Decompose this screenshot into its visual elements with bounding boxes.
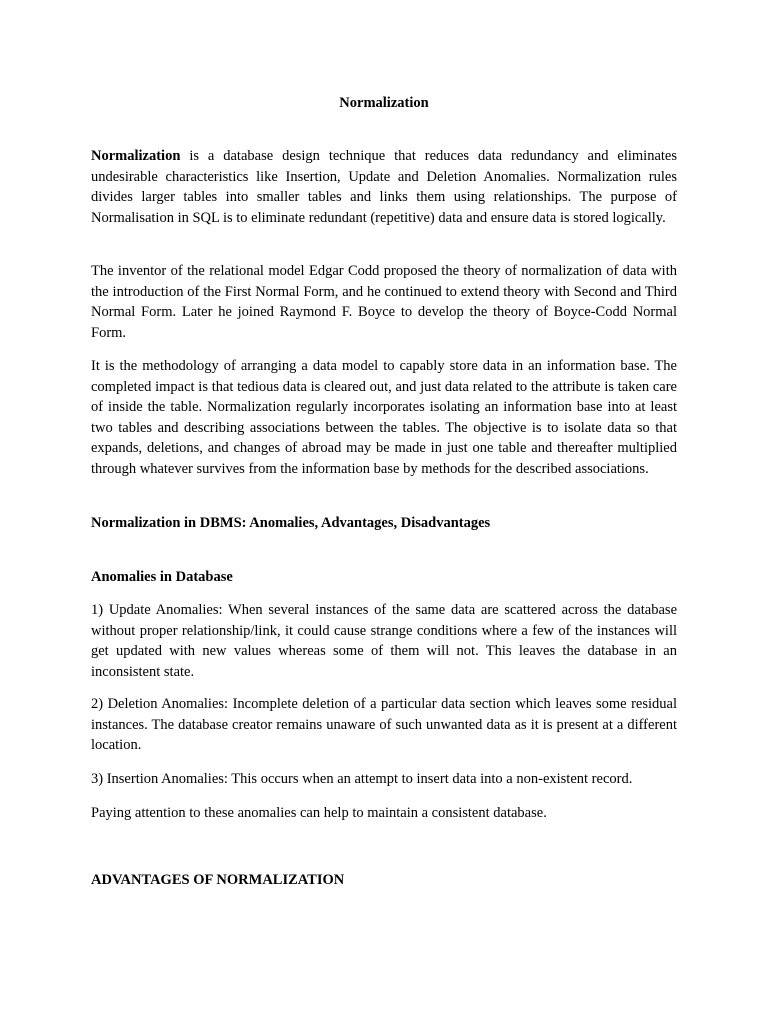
document-title: Normalization	[339, 95, 429, 111]
anomaly-deletion: 2) Deletion Anomalies: Incomplete deletion of a particular data section which leaves some residual instances. The database creator remains unaware of such unwanted data as it is present at a different location.	[91, 696, 677, 754]
closing-paragraph: Paying attention to these anomalies can help to maintain a consistent database.	[91, 805, 547, 821]
intro-paragraph	[91, 146, 677, 228]
anomaly-insertion: 3) Insertion Anomalies: This occurs when an attempt to insert data into a non-existent record.	[91, 771, 633, 787]
paragraph-codd: The inventor of the relational model Edgar Codd proposed the theory of normalization of data with the introduction of the First Normal Form, and he continued to extend theory with Second and Third Normal Form. Later he joined Raymond F. Boyce to develop the theory of Boyce-Codd Normal Form.	[91, 263, 677, 341]
heading-advantages: ADVANTAGES OF NORMALIZATION	[91, 872, 345, 888]
anomaly-update: 1) Update Anomalies: When several instances of the same data are scattered across the database without proper relationship/link, it could cause strange conditions where a few of the instances will get updated with new values whereas some of them will not. This leaves the database in an inconsistent state.	[91, 602, 677, 680]
paragraph-methodology: It is the methodology of arranging a data model to capably store data in an information base. The completed impact is that tedious data is cleared out, and just data related to the attribute is taken care of inside the table. Normalization regularly incorporates isolating an information base into at least two tables and describing associations between the tables. The objective is to isolate data so that expands, deletions, and changes of abroad may be made in just one table and thereafter multiplied through whatever survives from the information base by methods for the described associations.	[91, 358, 677, 477]
heading-dbms: Normalization in DBMS: Anomalies, Advantages, Disadvantages	[91, 515, 491, 531]
intro-text: is a database design technique that reduces data redundancy and eliminates undesirable characteristics like Insertion, Update and Deletion Anomalies. Normalization rules divides larger tables into smaller tables and links them using relationships. The purpose of Normalisation in SQL is to eliminate redundant (repetitive) data and ensure data is stored logically.	[91, 148, 677, 226]
heading-anomalies: Anomalies in Database	[91, 569, 233, 585]
intro-term: Normalization	[91, 148, 181, 164]
